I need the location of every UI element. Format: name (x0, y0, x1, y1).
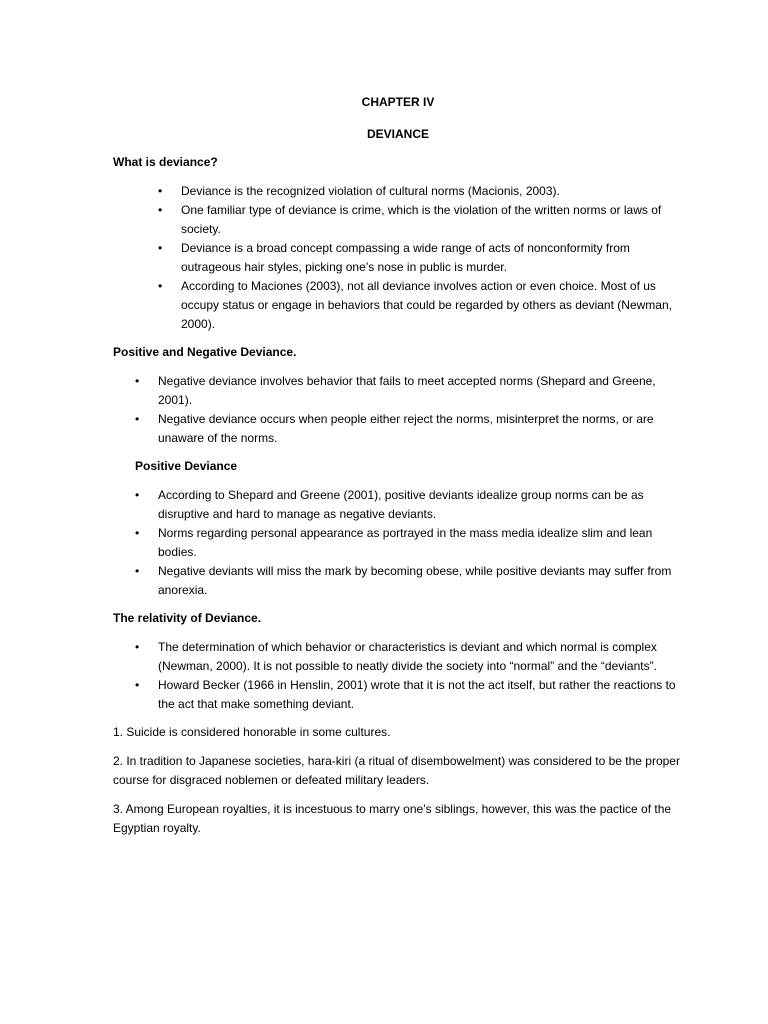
bullet-icon: • (135, 678, 140, 692)
list-item-text: According to Shepard and Greene (2001), positive deviants idealize group norms can be as disruptive and hard to manage as negative deviants. (158, 488, 644, 521)
list-item (113, 562, 683, 600)
numbered-paragraph: 3. Among European royalties, it is incestuous to marry one’s siblings, however, this was the pactice of the Egyptian royalty. (113, 802, 672, 835)
bullet-icon: • (135, 374, 140, 388)
bullet-list-what-is-deviance (113, 182, 683, 334)
bullet-icon: • (158, 203, 163, 217)
bullet-icon: • (135, 640, 140, 654)
section-heading-what-is-deviance: What is deviance? (113, 155, 218, 169)
list-item (113, 486, 683, 524)
list-item (113, 410, 683, 448)
bullet-list-positive-deviance (113, 486, 683, 600)
list-item-text: Deviance is a broad concept compassing a wide range of acts of nonconformity from outrageous hair styles, picking one’s nose in public is murder. (181, 241, 630, 274)
bullet-icon: • (158, 184, 163, 198)
list-item (113, 201, 683, 239)
list-item-text: Negative deviance involves behavior that fails to meet accepted norms (Shepard and Greene, 2001). (158, 374, 656, 407)
bullet-icon: • (135, 488, 140, 502)
section-heading-positive-negative: Positive and Negative Deviance. (113, 345, 297, 359)
bullet-icon: • (158, 241, 163, 255)
bullet-list-positive-negative (113, 372, 683, 448)
list-item (113, 524, 683, 562)
chapter-title: DEVIANCE (366, 127, 429, 141)
section-heading-positive-deviance: Positive Deviance (135, 459, 238, 473)
section-heading-relativity: The relativity of Deviance. (113, 611, 262, 625)
list-item (113, 676, 683, 714)
list-item-text: Negative deviance occurs when people either reject the norms, misinterpret the norms, or are unaware of the norms. (158, 412, 654, 445)
list-item (113, 372, 683, 410)
list-item-text: Deviance is the recognized violation of cultural norms (Macionis, 2003). (181, 184, 560, 198)
bullet-icon: • (135, 526, 140, 540)
list-item-text: The determination of which behavior or characteristics is deviant and which normal is complex (Newman, 2000). It is not possible to neatly divide the society into “normal” and the “deviants”. (158, 640, 657, 673)
list-item (113, 239, 683, 277)
bullet-icon: • (158, 279, 163, 293)
numbered-paragraph: 1. Suicide is considered honorable in some cultures. (113, 725, 391, 739)
list-item-text: Negative deviants will miss the mark by becoming obese, while positive deviants may suffer from anorexia. (158, 564, 672, 597)
list-item-text: Howard Becker (1966 in Henslin, 2001) wrote that it is not the act itself, but rather the reactions to the act that make something deviant. (158, 678, 676, 711)
list-item (113, 277, 683, 334)
list-item (113, 182, 683, 201)
list-item-text: One familiar type of deviance is crime, which is the violation of the written norms or laws of society. (181, 203, 662, 236)
chapter-label: CHAPTER IV (361, 95, 435, 109)
bullet-list-relativity (113, 638, 683, 714)
list-item (113, 638, 683, 676)
bullet-icon: • (135, 412, 140, 426)
bullet-icon: • (135, 564, 140, 578)
numbered-paragraph: 2. In tradition to Japanese societies, hara-kiri (a ritual of disembowelment) was considered to be the proper course for disgraced noblemen or defeated military leaders. (113, 754, 680, 787)
list-item-text: According to Maciones (2003), not all deviance involves action or even choice. Most of us occupy status or engage in behaviors that could be regarded by others as deviant (Newman, 2000). (181, 279, 672, 331)
list-item-text: Norms regarding personal appearance as portrayed in the mass media idealize slim and lean bodies. (158, 526, 653, 559)
document-body (113, 93, 683, 848)
